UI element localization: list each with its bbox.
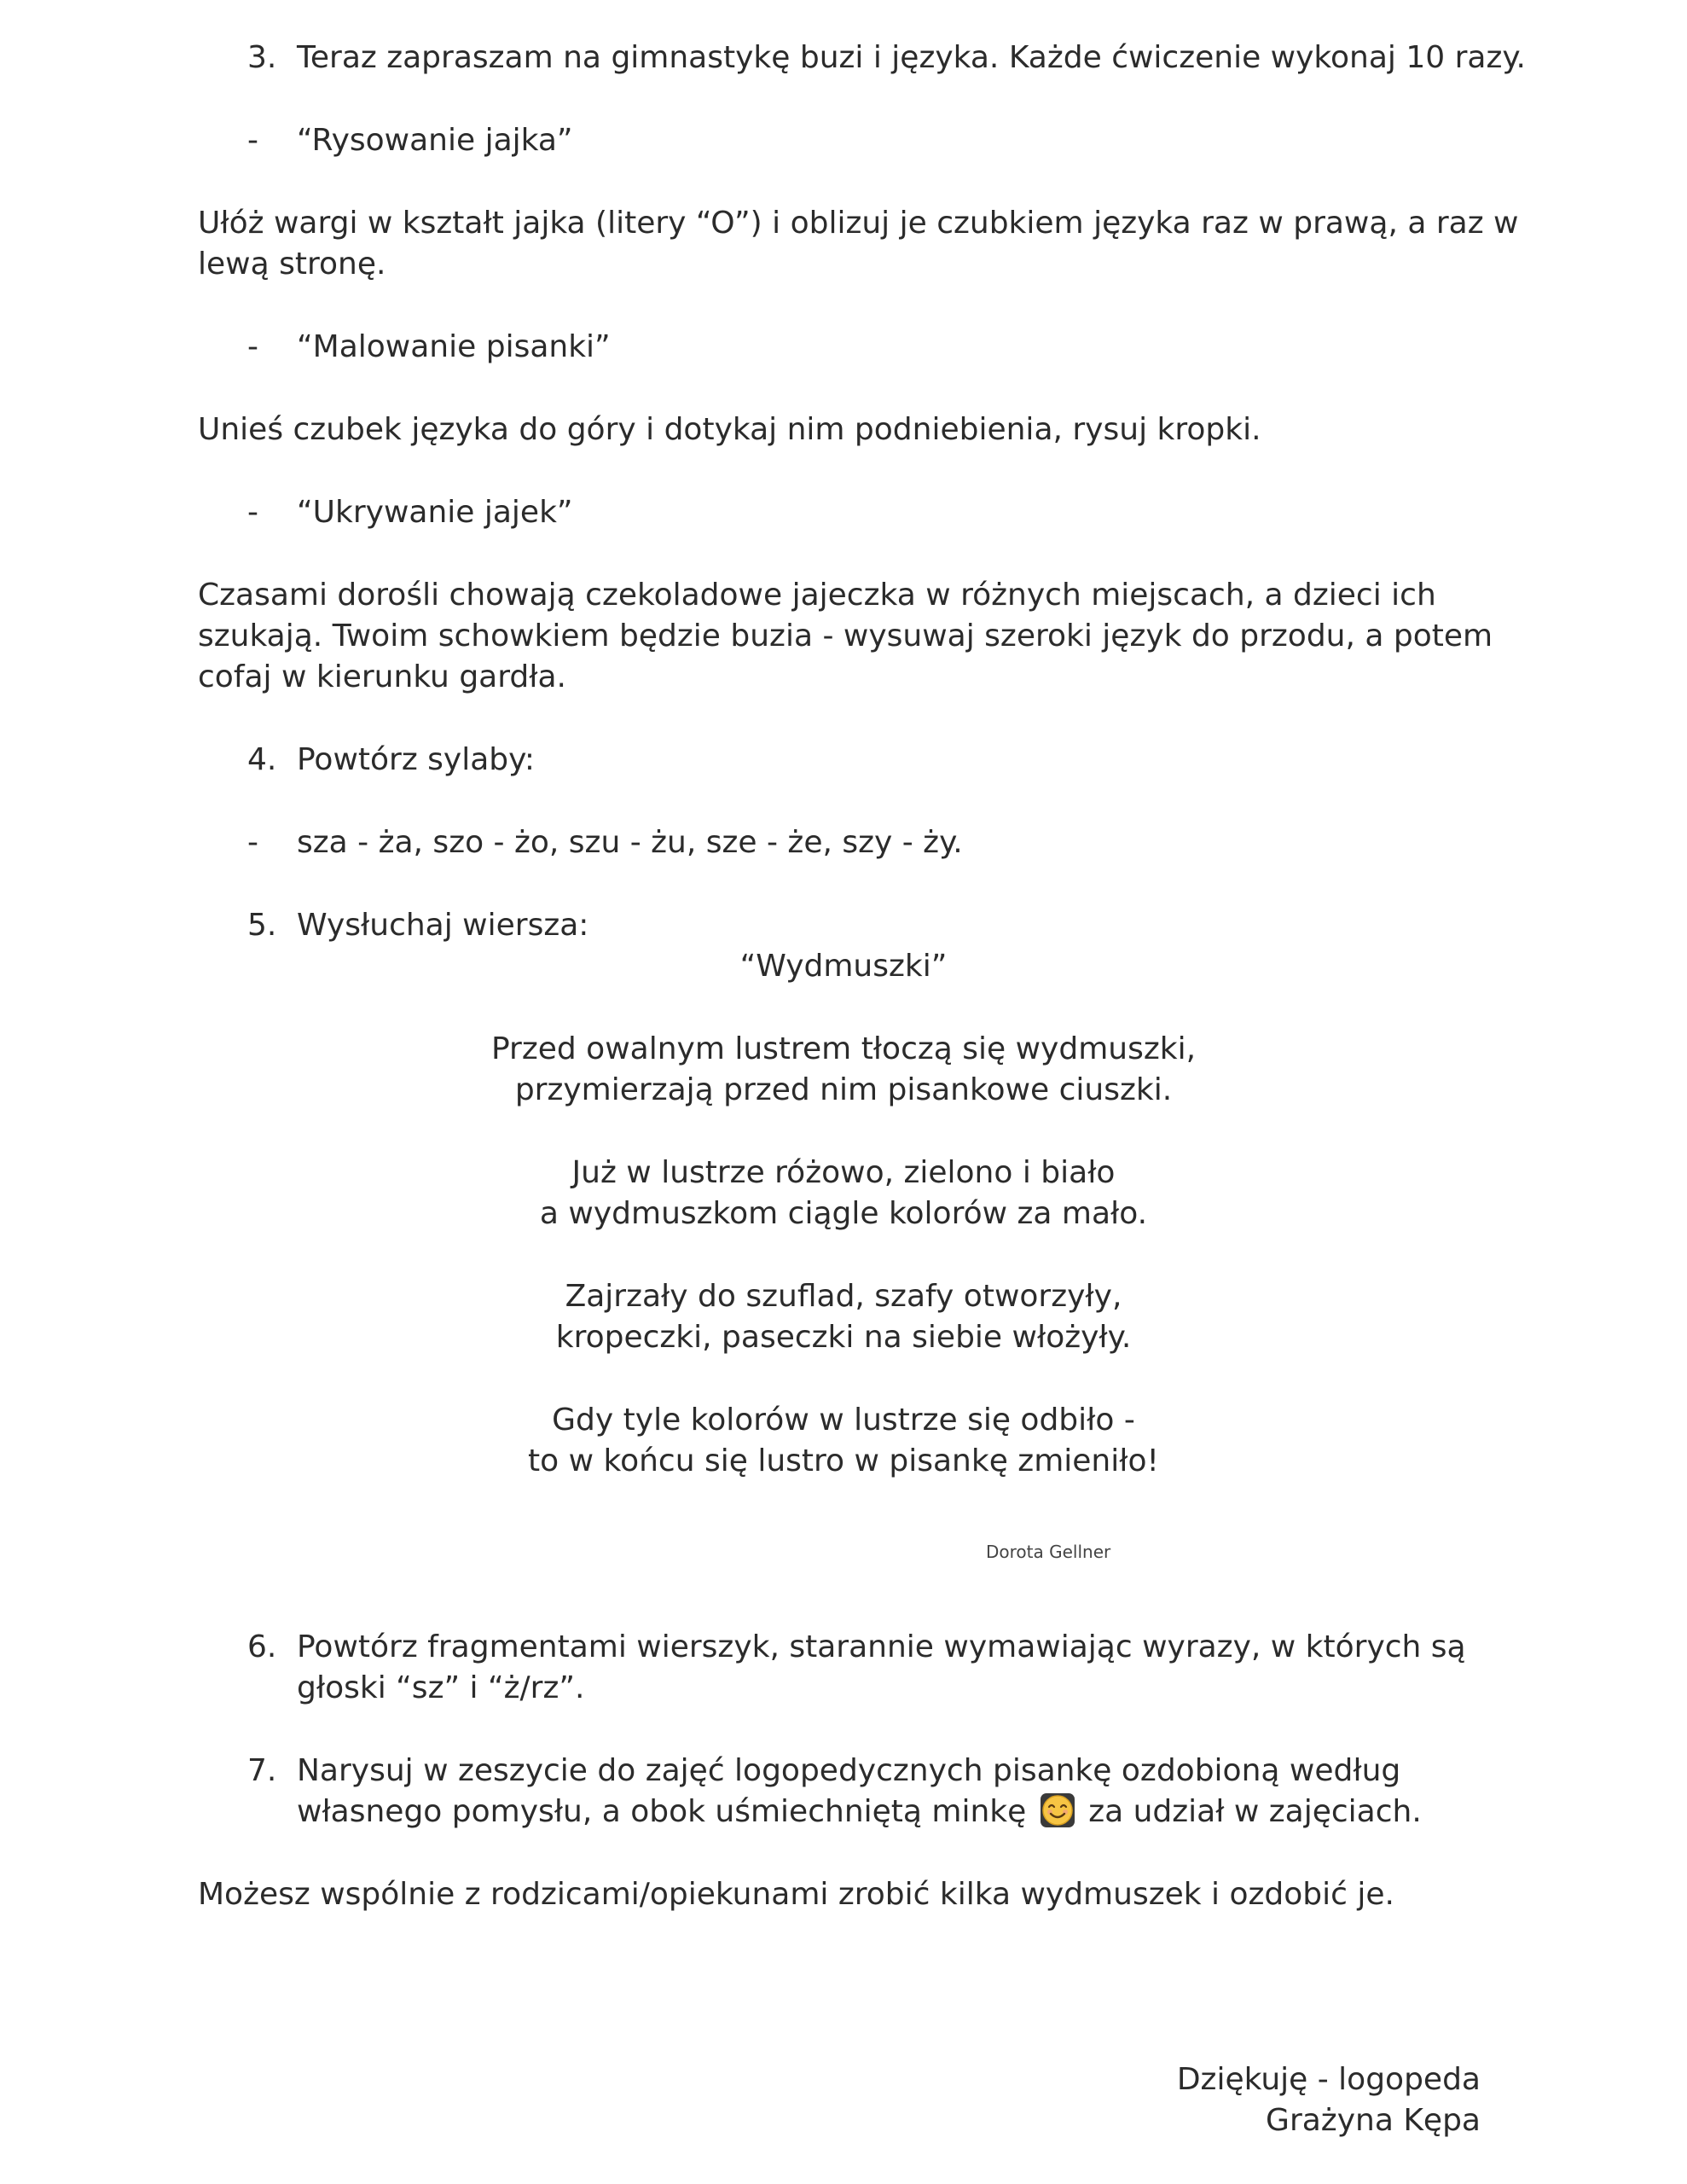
item-text: głoski “sz” i “ż/rz”. [297,1670,585,1705]
exercise-description: cofaj w kierunku gardła. [198,659,566,694]
poem-line: Gdy tyle kolorów w lustrze się odbiło - [552,1403,1135,1438]
poem-line: Już w lustrze różowo, zielono i biało [571,1155,1116,1190]
poem-line: a wydmuszkom ciągle kolorów za mało. [539,1196,1148,1231]
item-text: Narysuj w zeszycie do zajęć logopedycznych pisankę ozdobioną według [297,1753,1401,1788]
exercise-description: Czasami dorośli chowają czekoladowe jajeczka w różnych miejscach, a dzieci ich [198,578,1436,613]
bullet-dash: - [247,495,258,530]
poem-line: kropeczki, paseczki na siebie włożyły. [555,1320,1132,1355]
bullet-dash: - [247,329,258,364]
item-text-with-emoji [297,1792,1422,1833]
item-text: Powtórz sylaby: [297,742,535,777]
poem-line: Zajrzały do szuflad, szafy otworzyły, [565,1279,1122,1314]
bullet-dash: - [247,825,258,860]
poem-author: Dorota Gellner [986,1542,1111,1562]
item-number: 4. [247,742,277,777]
exercise-description: szukają. Twoim schowkiem będzie buzia - wysuwaj szeroki język do przodu, a potem [198,619,1493,653]
exercise-description: Ułóż wargi w kształt jajka (litery “O”) i oblizuj je czubkiem języka raz w prawą, a raz w [198,206,1519,241]
exercise-description: Unieś czubek języka do góry i dotykaj nim podniebienia, rysuj kropki. [198,412,1261,447]
item-number: 5. [247,908,277,943]
syllables-text: sza - ża, szo - żo, szu - żu, sze - że, szy - ży. [297,825,963,860]
item-text: Teraz zapraszam na gimnastykę buzi i języka. Każde ćwiczenie wykonaj 10 razy. [297,40,1526,75]
item-number: 3. [247,40,277,75]
signature-name: Grażyna Kępa [1266,2103,1481,2138]
item-text: za udział w zajęciach. [1088,1794,1422,1829]
item-text: Wysłuchaj wiersza: [297,908,589,943]
item-number: 6. [247,1629,277,1664]
exercise-title: “Ukrywanie jajek” [297,495,573,530]
exercise-description: lewą stronę. [198,247,386,282]
exercise-title: “Rysowanie jajka” [297,123,573,158]
item-number: 7. [247,1753,277,1788]
bullet-dash: - [247,123,258,158]
poem-title: “Wydmuszki” [739,949,948,984]
poem-line: to w końcu się lustro w pisankę zmieniło! [528,1443,1159,1478]
poem-line: przymierzają przed nim pisankowe ciuszki. [514,1072,1173,1107]
item-text: własnego pomysłu, a obok uśmiechniętą minkę [297,1794,1027,1829]
exercise-title: “Malowanie pisanki” [297,329,611,364]
smiling-face-icon [1040,1792,1075,1828]
item-text: Powtórz fragmentami wierszyk, starannie wymawiając wyrazy, w których są [297,1629,1466,1664]
signature-line: Dziękuję - logopeda [1176,2062,1481,2097]
closing-paragraph: Możesz wspólnie z rodzicami/opiekunami zrobić kilka wydmuszek i ozdobić je. [198,1877,1394,1912]
poem-line: Przed owalnym lustrem tłoczą się wydmuszki, [490,1031,1197,1066]
